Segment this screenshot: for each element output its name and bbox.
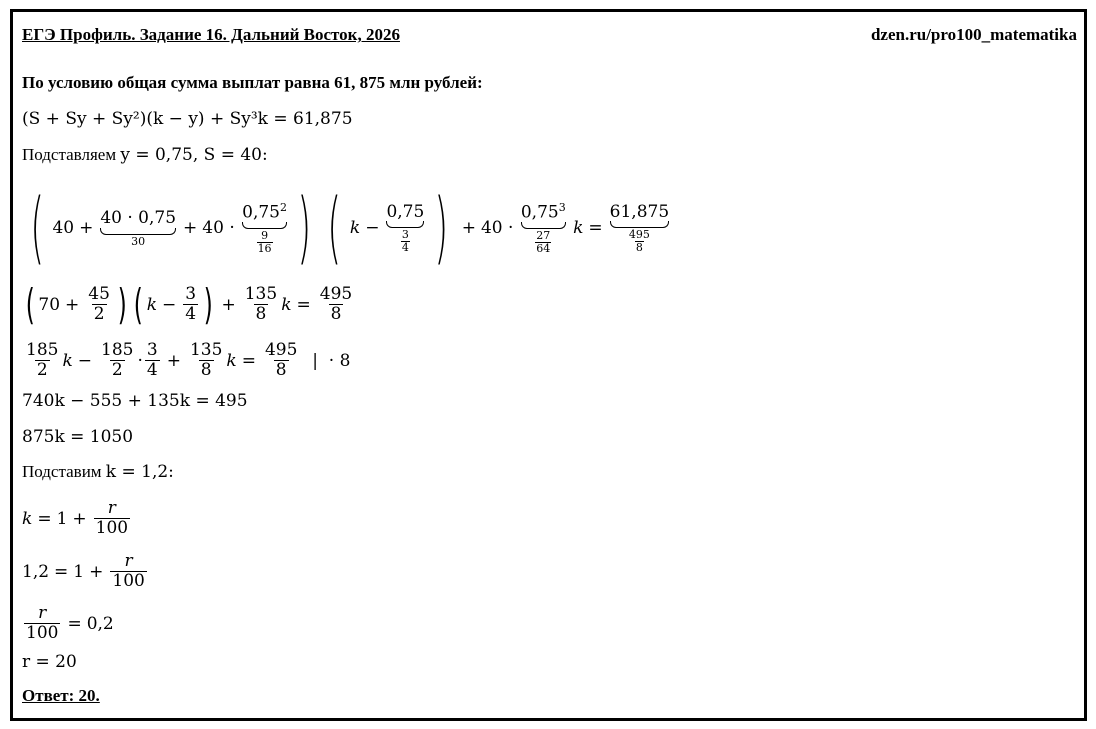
equation-r-value: r = 20 (22, 652, 77, 672)
intro-text: По условию общая сумма выплат равна 61, 875 млн рублей: (22, 73, 483, 92)
equation-r-ratio: $\frac{r}{100}$ = 0,2 (26, 603, 114, 643)
answer: Ответ: 20. (22, 686, 100, 705)
equation-substituted: ( 40 + 40 · 0,75 30 + 40 · 0,75$^2$ 9 16 ) ( k − 0,75 3 4 ) + 40 · 0,75$^3$ 27 64 k = 61,875 495 8 (30, 183, 670, 273)
equation-k-value: 875k = 1050 (22, 427, 134, 447)
header-source: dzen.ru/pro100_matematika (870, 25, 1077, 44)
substitute-k-line (22, 462, 174, 482)
page-frame (10, 9, 1087, 721)
substitute-k-label: Подставим (22, 462, 102, 481)
substitute-values: y = 0,75, S = 40: (120, 145, 268, 165)
equation-linear: 740k − 555 + 135k = 495 (22, 391, 248, 411)
substitute-k-values: k = 1,2: (105, 462, 174, 482)
equation-simplified: ( 70 + $\frac{45}{2}$ ) ( k − $\frac{3}{4}$ ) + $\frac{135}{8}$ k = $\frac{495}{8}$ (25, 280, 353, 329)
header-title: ЕГЭ Профиль. Задание 16. Дальний Восток, 2026 (22, 25, 400, 44)
equation-k-formula: k = 1 + $\frac{r}{100}$ (22, 498, 129, 538)
equation-text: (S + Sy + Sy²)(k − y) + Sy³k = 61,875 (22, 109, 353, 129)
equation-expanded: $\frac{185}{2}$ k − $\frac{185}{2}$ · $\frac{3}{4}$ + $\frac{135}{8}$ k = $\frac{495}{8}$ | · 8 (26, 340, 351, 380)
equation-k-substituted: 1,2 = 1 + $\frac{r}{100}$ (22, 551, 145, 591)
substitute-label: Подставляем (22, 145, 117, 164)
substitute-line (22, 145, 268, 165)
equation-total-payments (22, 109, 353, 129)
